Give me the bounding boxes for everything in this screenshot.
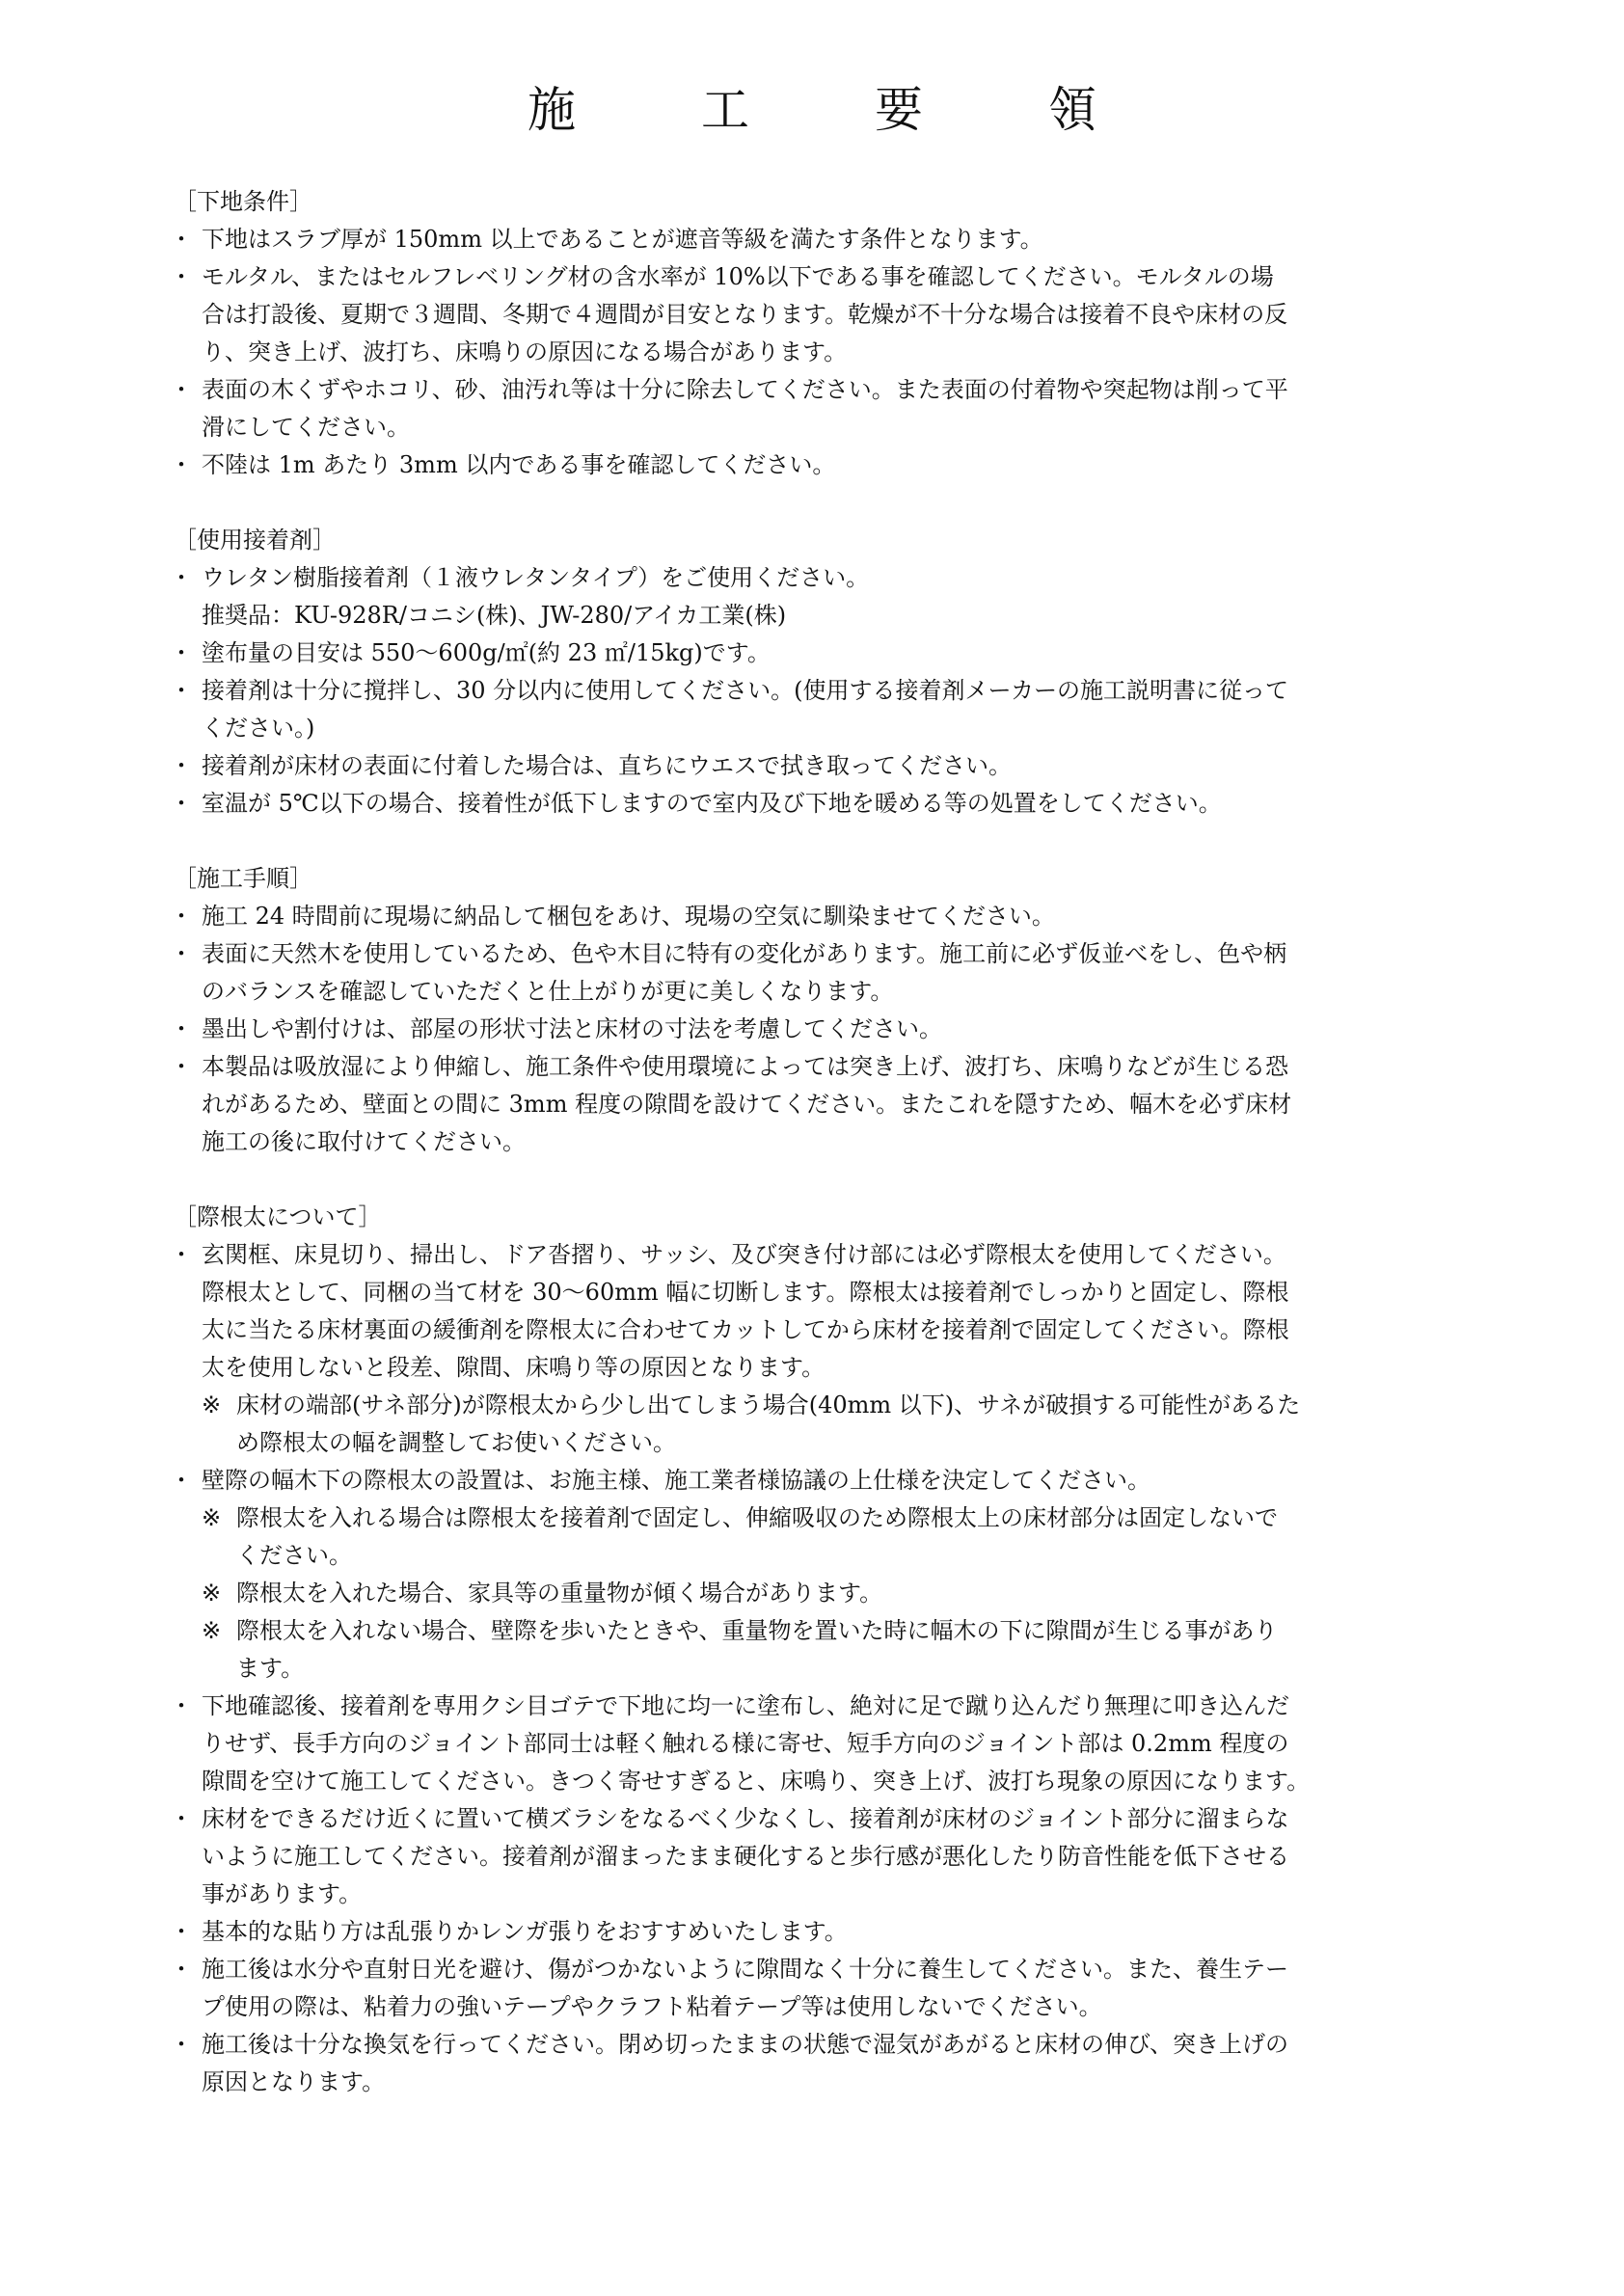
item-text: 本製品は吸放湿により伸縮し、施工条件や使用環境によっては突き上げ、波打ち、床鳴りなどが生じる恐 [202,1053,1289,1080]
item-text: 表面の木くずやホコリ、砂、油汚れ等は十分に除去してください。また表面の付着物や突起物は削って平 [202,376,1288,403]
list-item [166,2026,1458,2101]
bullet-marker: ・ [170,903,193,930]
list-item [166,371,1458,446]
section-heading: ［下地条件］ [174,188,312,215]
item-text: 床材をできるだけ近くに置いて横ズラシをなるべく少なくし、接着剤が床材のジョイント部分に溜まらな [202,1805,1289,1832]
item-text: 推奨品：KU-928R/コニシ(株)、JW-280/アイカ工業(株) [202,602,787,629]
bullet-marker: ・ [170,677,193,704]
note-text: め際根太の幅を調整してお使いください。 [236,1429,676,1456]
bullet-marker: ・ [170,1241,193,1268]
item-text: 施工後は水分や直射日光を避け、傷がつかないように隙間なく十分に養生してください。また、養生テー [202,1956,1289,1983]
list-item [166,559,1458,635]
bullet-marker: ・ [170,226,193,253]
item-text: 施工 24 時間前に現場に納品して梱包をあけ、現場の空気に馴染ませてください。 [202,903,1055,930]
bullet-marker: ・ [170,1053,193,1080]
page-title: 施 工 要 領 [528,82,1135,138]
bullet-marker: ・ [170,940,193,967]
item-text: モルタル、またはセルフレベリング材の含水率が 10%以下である事を確認してください。モルタルの場 [202,263,1274,290]
bullet-marker: ・ [170,1956,193,1983]
list-item [166,935,1458,1011]
item-text: りせず、長手方向のジョイント部同士は軽く触れる様に寄せ、短手方向のジョイント部は 0.2mm 程度の [202,1730,1289,1757]
note-marker: ※ [202,1504,222,1531]
section-heading: ［施工手順］ [174,865,312,892]
note-item [202,1575,1458,1612]
item-text: 隙間を空けて施工してください。きつく寄せすぎると、床鳴り、突き上げ、波打ち現象の原因になります。 [202,1768,1311,1795]
list-item [166,1236,1458,1462]
item-text: 下地はスラブ厚が 150mm 以上であることが遮音等級を満たす条件となります。 [202,226,1043,253]
item-text: 原因となります。 [202,2068,386,2095]
bullet-marker: ・ [170,639,193,666]
bullet-marker: ・ [170,1467,193,1494]
list-item [166,1688,1458,1800]
note-text: 際根太を入れない場合、壁際を歩いたときや、重量物を置いた時に幅木の下に隙間が生じる事があり [236,1617,1278,1644]
note-text: 床材の端部(サネ部分)が際根太から少し出てしまう場合(40mm 以下)、サネが破損する可能性があるた [236,1391,1301,1418]
note-item [202,1499,1458,1575]
note-marker: ※ [202,1580,222,1607]
list-item [166,1951,1458,2026]
item-text: 壁際の幅木下の際根太の設置は、お施主様、施工業者様協議の上仕様を決定してください。 [202,1467,1150,1494]
list-item [166,446,1458,484]
item-text: 合は打設後、夏期で３週間、冬期で４週間が目安となります。乾燥が不十分な場合は接着不良や床材の反 [202,301,1288,328]
list-item [166,898,1458,935]
note-marker: ※ [202,1617,222,1644]
bullet-marker: ・ [170,451,193,478]
item-text: 墨出しや割付けは、部屋の形状寸法と床材の寸法を考慮してください。 [202,1015,942,1042]
bullet-marker: ・ [170,2031,193,2058]
item-text: 接着剤が床材の表面に付着した場合は、直ちにウエスで拭き取ってください。 [202,752,1012,779]
note-text: 際根太を入れた場合、家具等の重量物が傾く場合があります。 [236,1580,883,1607]
section-heading: ［際根太について］ [174,1203,382,1230]
list-item [166,747,1458,785]
list-item [166,635,1458,672]
item-text: 滑にしてください。 [202,414,410,441]
document-body [166,183,1458,2139]
item-text: 施工の後に取付けてください。 [202,1128,526,1155]
section-edge-joists [166,1199,1458,2101]
item-text: 基本的な貼り方は乱張りかレンガ張りをおすすめいたします。 [202,1918,848,1945]
item-text: 接着剤は十分に撹拌し、30 分以内に使用してください。(使用する接着剤メーカーの施工説明書に従って [202,677,1289,704]
item-text: いように施工してください。接着剤が溜まったまま硬化すると歩行感が悪化したり防音性能を低下させる [202,1843,1289,1870]
item-text: 下地確認後、接着剤を専用クシ目ゴテで下地に均一に塗布し、絶対に足で蹴り込んだり無理に叩き込んだ [202,1692,1289,1719]
item-text: 室温が 5℃以下の場合、接着性が低下しますので室内及び下地を暖める等の処置をしてください。 [202,790,1222,817]
item-text: のバランスを確認していただくと仕上がりが更に美しくなります。 [202,978,894,1005]
item-text: 施工後は十分な換気を行ってください。閉め切ったままの状態で湿気があがると床材の伸び、突き上げの [202,2031,1289,2058]
section-adhesive [166,522,1458,823]
item-text: 塗布量の目安は 550～600g/㎡(約 23 ㎡/15kg)です。 [202,639,771,666]
item-text: り、突き上げ、波打ち、床鳴りの原因になる場合があります。 [202,338,848,365]
note-text: 際根太を入れる場合は際根太を接着剤で固定し、伸縮吸収のため際根太上の床材部分は固定しないで [236,1504,1278,1531]
section-heading: ［使用接着剤］ [174,527,336,554]
note-item [202,1387,1458,1462]
list-item [166,1800,1458,1913]
bullet-marker: ・ [170,1015,193,1042]
list-item [166,221,1458,258]
item-text: ウレタン樹脂接着剤（１液ウレタンタイプ）をご使用ください。 [202,564,870,591]
list-item [166,1048,1458,1161]
note-text: ます。 [236,1655,305,1682]
item-text: 不陸は 1m あたり 3mm 以内である事を確認してください。 [202,451,836,478]
bullet-marker: ・ [170,790,193,817]
item-text: れがあるため、壁面との間に 3mm 程度の隙間を設けてください。またこれを隠すため、幅木を必ず床材 [202,1091,1292,1118]
bullet-marker: ・ [170,1918,193,1945]
list-item [166,785,1458,823]
list-item [166,672,1458,747]
list-item [166,1011,1458,1048]
item-text: 太に当たる床材裏面の緩衝剤を際根太に合わせてカットしてから床材を接着剤で固定してください。際根 [202,1316,1289,1343]
list-item [166,258,1458,371]
item-text: ください。) [202,715,315,742]
bullet-marker: ・ [170,564,193,591]
section-procedure [166,860,1458,1161]
note-text: ください。 [236,1542,352,1569]
item-text: 表面に天然木を使用しているため、色や木目に特有の変化があります。施工前に必ず仮並べをし、色や柄 [202,940,1287,967]
list-item [166,1913,1458,1951]
bullet-marker: ・ [170,1692,193,1719]
bullet-marker: ・ [170,263,193,290]
bullet-marker: ・ [170,752,193,779]
note-marker: ※ [202,1391,222,1418]
item-text: 玄関框、床見切り、掃出し、ドア沓摺り、サッシ、及び突き付け部には必ず際根太を使用してください。 [202,1241,1286,1268]
item-text: 事があります。 [202,1880,363,1907]
bullet-marker: ・ [170,1805,193,1832]
list-item [166,1462,1458,1688]
item-text: 太を使用しないと段差、隙間、床鳴り等の原因となります。 [202,1354,826,1381]
bullet-marker: ・ [170,376,193,403]
item-text: プ使用の際は、粘着力の強いテープやクラフト粘着テープ等は使用しないでください。 [202,1993,1102,2020]
item-text: 際根太として、同梱の当て材を 30～60mm 幅に切断します。際根太は接着剤でしっかりと固定し、際根 [202,1279,1289,1306]
note-item [202,1612,1458,1688]
section-substrate-conditions [166,183,1458,484]
